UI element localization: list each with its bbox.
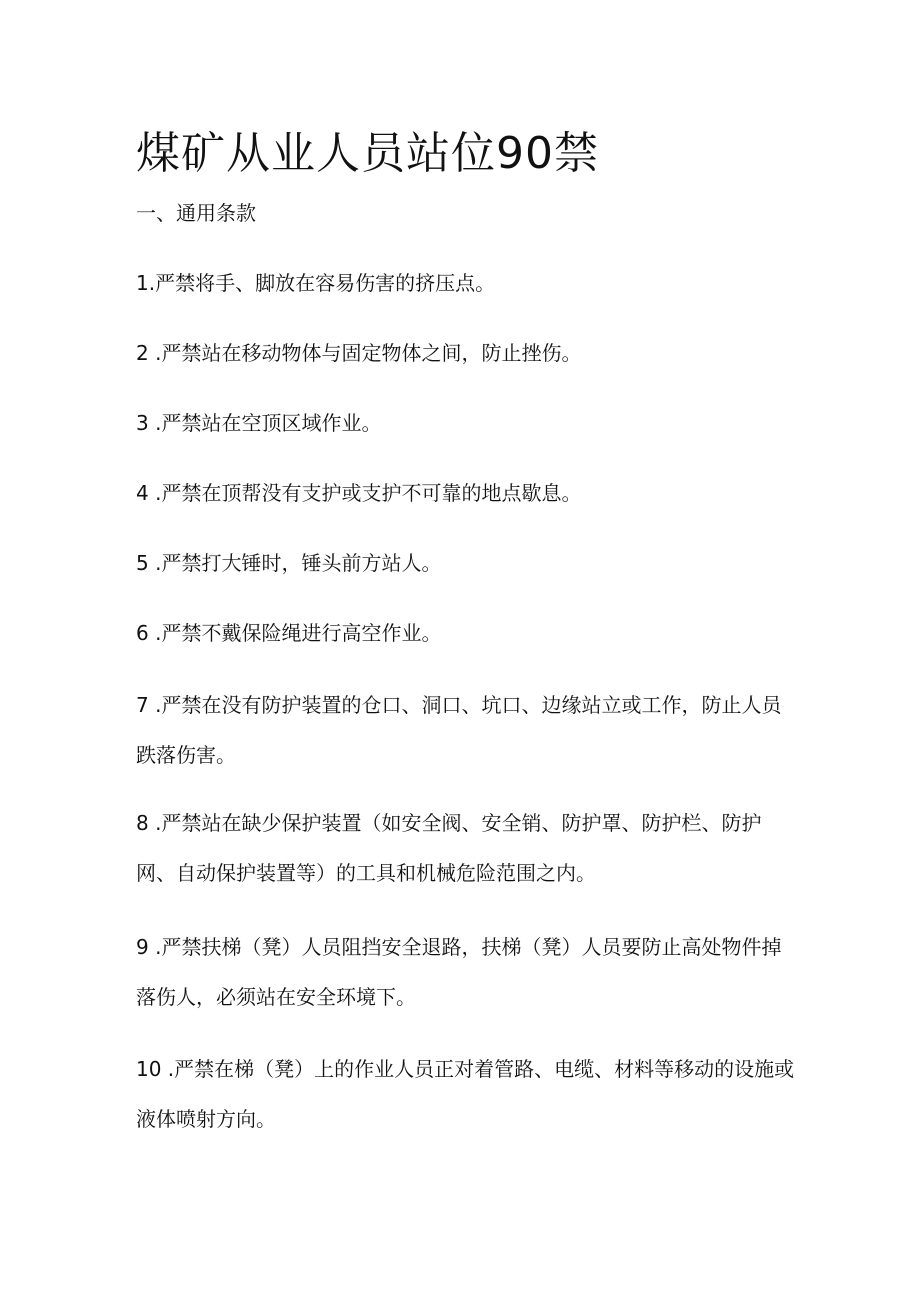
item-text: 严禁在顶帮没有支护或支护不可靠的地点歇息。 xyxy=(161,481,582,505)
item-number: 8 . xyxy=(136,811,162,835)
item-text: 严禁将手、脚放在容易伤害的挤压点。 xyxy=(155,271,496,295)
item-number: 6 . xyxy=(136,621,162,645)
item-text: 严禁站在空顶区域作业。 xyxy=(161,411,382,435)
list-item xyxy=(136,258,796,308)
item-text: 严禁在梯（凳）上的作业人员正对着管路、电缆、材料等移动的设施或液体喷射方向。 xyxy=(136,1057,795,1131)
item-number: 10 . xyxy=(136,1057,175,1081)
list-item xyxy=(136,680,796,780)
section-heading: 一、通用条款 xyxy=(136,201,256,225)
item-text: 严禁在没有防护装置的仓口、洞口、坑口、边缘站立或工作，防止人员跌落伤害。 xyxy=(136,693,782,767)
list-item xyxy=(136,468,796,518)
item-number: 3 . xyxy=(136,411,162,435)
item-number: 2 . xyxy=(136,341,162,365)
list-item xyxy=(136,1044,796,1144)
item-text: 严禁站在缺少保护装置（如安全阀、安全销、防护罩、防护栏、防护网、自动保护装置等）的工具和机械危险范围之内。 xyxy=(136,811,762,885)
list-item xyxy=(136,538,796,588)
item-number: 9 . xyxy=(136,935,162,959)
item-text: 严禁扶梯（凳）人员阻挡安全退路，扶梯（凳）人员要防止高处物件掉落伤人，必须站在安全环境下。 xyxy=(136,935,782,1009)
list-item xyxy=(136,798,796,898)
list-item xyxy=(136,608,796,658)
item-number: 4 . xyxy=(136,481,162,505)
page-title: 煤矿从业人员站位90禁 xyxy=(136,128,599,179)
item-text: 严禁打大锤时，锤头前方站人。 xyxy=(161,551,442,575)
list-item xyxy=(136,398,796,448)
item-text: 严禁站在移动物体与固定物体之间，防止挫伤。 xyxy=(161,341,582,365)
item-number: 1. xyxy=(136,271,156,295)
list-item xyxy=(136,328,796,378)
item-text: 严禁不戴保险绳进行高空作业。 xyxy=(161,621,442,645)
item-number: 5 . xyxy=(136,551,162,575)
item-number: 7 . xyxy=(136,693,162,717)
list-item xyxy=(136,922,796,1022)
